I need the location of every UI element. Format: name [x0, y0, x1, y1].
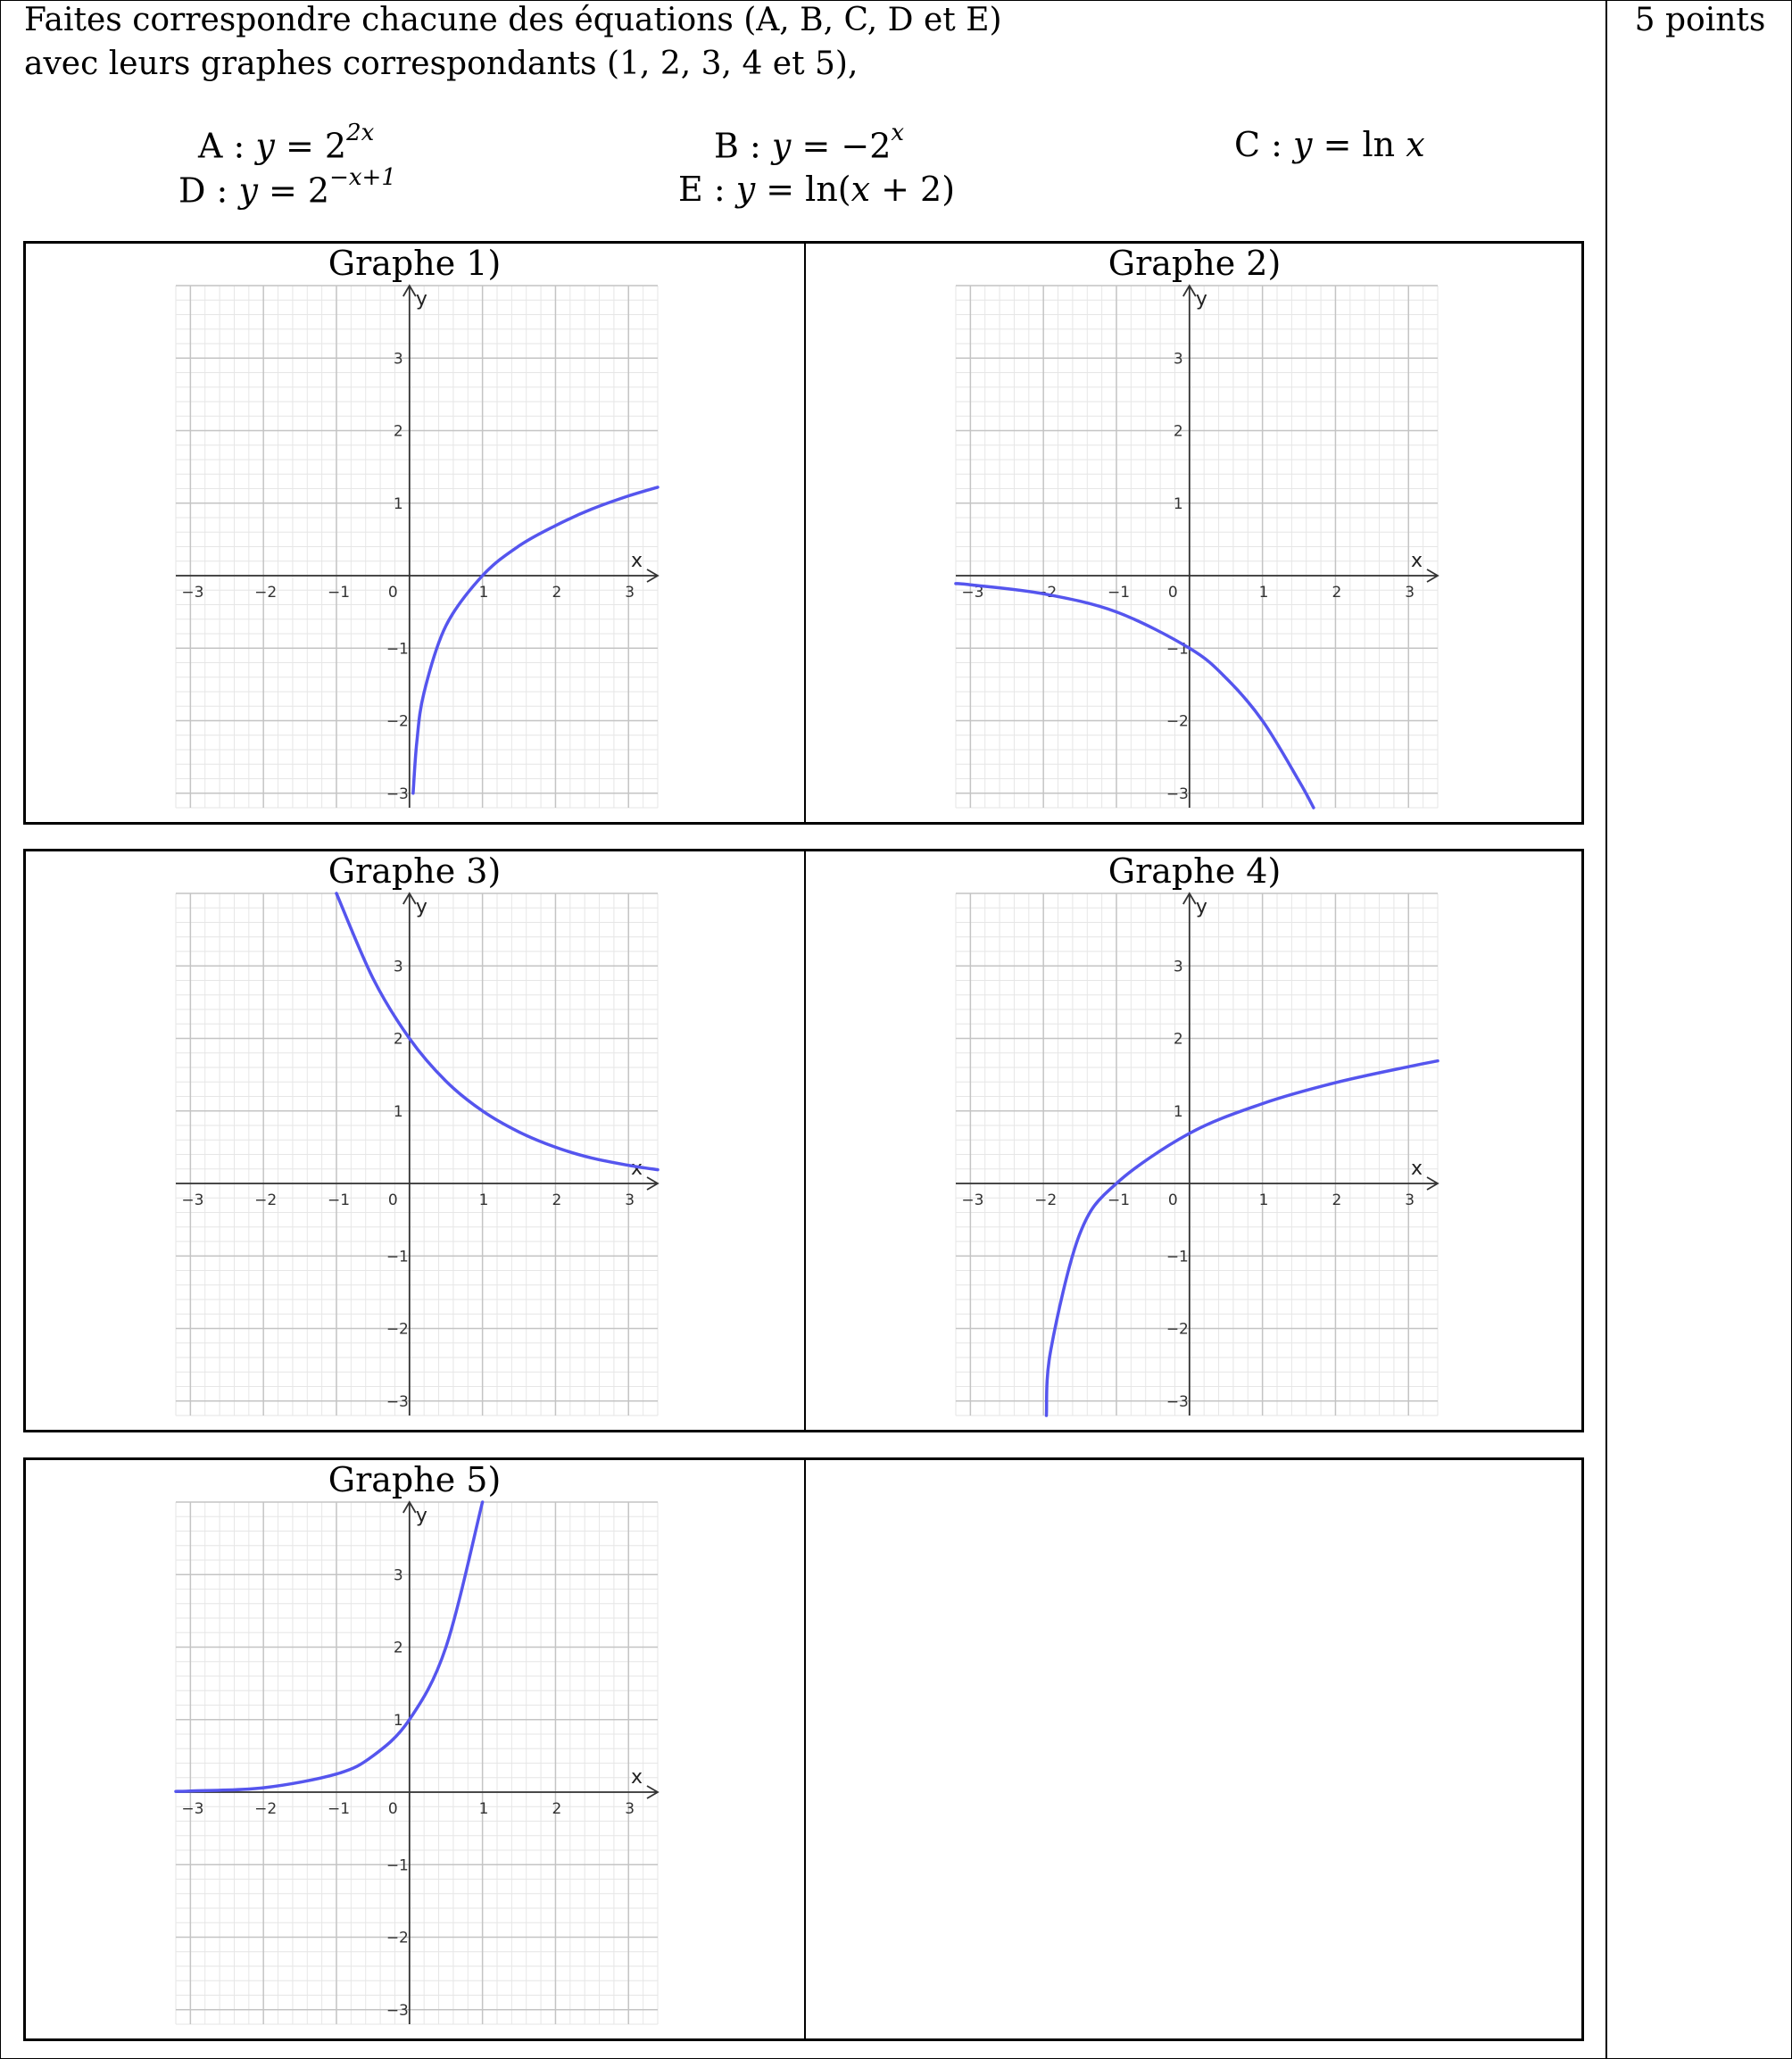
y-tick-label: −1 [386, 1856, 409, 1875]
y-tick-label: 1 [1173, 494, 1183, 513]
x-tick-label: 1 [478, 584, 489, 602]
y-axis-label: y [415, 288, 427, 311]
y-tick-label: 3 [1173, 958, 1183, 976]
instruction-line-1: Faites correspondre chacune des équations (A, B, C, D et E) [24, 2, 1002, 38]
y-tick-label: 2 [1173, 422, 1183, 441]
y-tick-label: 3 [1173, 350, 1183, 369]
equation-label: B : [714, 126, 772, 166]
x-tick-label: 1 [478, 1800, 489, 1818]
x-tick-label: 1 [1258, 584, 1269, 602]
equation-c [1234, 125, 1425, 164]
x-tick-label: 0 [387, 1800, 398, 1818]
graph-cell-1 [26, 244, 803, 822]
y-tick-label: 2 [393, 422, 403, 441]
y-tick-label: −2 [1166, 1320, 1189, 1339]
function-curve [413, 487, 658, 793]
y-tick-label: −2 [386, 1929, 409, 1947]
x-tick-label: 3 [1405, 584, 1415, 602]
equation-a [198, 120, 375, 166]
equation-arg: x [1406, 125, 1425, 164]
x-tick-label: −3 [181, 584, 204, 602]
equation-var: y [255, 126, 275, 166]
equation-rhs: = ln [1312, 125, 1406, 164]
y-tick-label: −3 [386, 2001, 409, 2020]
equation-e [678, 170, 955, 209]
graph-cell-4 [806, 851, 1583, 1430]
equation-exponent: x [891, 120, 905, 146]
y-tick-label: −2 [386, 1320, 409, 1339]
y-tick-label: −3 [386, 785, 409, 803]
x-tick-label: 1 [478, 1191, 489, 1209]
y-axis-label: y [415, 1505, 427, 1527]
graph-cell-3 [26, 851, 803, 1430]
x-tick-label: 0 [387, 584, 398, 602]
equation-label: D : [178, 170, 239, 211]
y-axis-label: y [1195, 896, 1207, 918]
x-axis-label: x [1411, 550, 1423, 572]
y-tick-label: 2 [393, 1639, 403, 1657]
x-tick-label: −3 [961, 584, 984, 602]
equation-var: y [238, 170, 258, 211]
y-tick-label: −2 [1166, 712, 1189, 731]
x-tick-label: −1 [328, 1800, 351, 1818]
x-tick-label: 3 [1405, 1191, 1415, 1209]
y-tick-label: −3 [1166, 1392, 1189, 1411]
y-tick-label: 3 [393, 350, 403, 369]
x-tick-label: 3 [625, 1800, 635, 1818]
equation-rhs: = 2 [257, 170, 330, 211]
y-tick-label: 1 [393, 494, 403, 513]
graph-row-3 [23, 1457, 1584, 2041]
y-tick-label: 3 [393, 1566, 403, 1585]
equation-b [714, 120, 905, 166]
x-tick-label: 2 [1332, 584, 1342, 602]
x-tick-label: 2 [552, 584, 562, 602]
y-axis-label: y [1195, 288, 1207, 311]
x-tick-label: 1 [1258, 1191, 1269, 1209]
x-tick-label: −2 [254, 584, 278, 602]
instruction-line-2: avec leurs graphes correspondants (1, 2, 3, 4 et 5), [24, 46, 859, 82]
graph-1-plot [176, 286, 658, 808]
x-tick-label: −2 [1034, 1191, 1058, 1209]
y-tick-label: 2 [1173, 1030, 1183, 1049]
graph-5-plot [176, 1502, 658, 2024]
points-label: 5 points [1634, 2, 1766, 38]
y-tick-label: −1 [1166, 1248, 1189, 1266]
equation-var: y [771, 126, 792, 166]
x-axis-label: x [631, 1158, 643, 1180]
y-tick-label: −1 [386, 640, 409, 659]
x-tick-label: 2 [552, 1191, 562, 1209]
x-axis-label: x [631, 1766, 643, 1789]
x-axis-label: x [631, 550, 643, 572]
y-tick-label: −3 [1166, 785, 1189, 803]
x-tick-label: −2 [1034, 584, 1058, 602]
x-tick-label: 0 [1167, 1191, 1178, 1209]
y-tick-label: 1 [1173, 1102, 1183, 1121]
graph-2-plot [956, 286, 1438, 808]
x-tick-label: −3 [181, 1800, 204, 1818]
equation-rhs: = ln( [755, 170, 851, 209]
equation-var: y [735, 170, 756, 209]
y-axis-label: y [415, 896, 427, 918]
graph-cell-5 [26, 1460, 803, 2038]
y-tick-label: −3 [386, 1392, 409, 1411]
x-tick-label: −2 [254, 1191, 278, 1209]
equation-d [178, 164, 396, 211]
graph-row-2 [23, 849, 1584, 1432]
equation-label: A : [198, 126, 256, 166]
x-tick-label: 2 [552, 1800, 562, 1818]
x-tick-label: −1 [328, 1191, 351, 1209]
y-tick-label: −1 [1166, 640, 1189, 659]
x-tick-label: −1 [328, 584, 351, 602]
x-tick-label: −2 [254, 1800, 278, 1818]
y-tick-label: −1 [386, 1248, 409, 1266]
y-tick-label: 2 [393, 1030, 403, 1049]
empty-cell [806, 1460, 1583, 2038]
x-tick-label: 0 [387, 1191, 398, 1209]
x-tick-label: −1 [1108, 584, 1131, 602]
equation-var: y [1293, 125, 1313, 164]
graph-title: Graphe 1) [328, 244, 502, 283]
graph-4-plot [956, 893, 1438, 1416]
x-tick-label: −3 [961, 1191, 984, 1209]
equation-label: C : [1234, 125, 1294, 164]
x-tick-label: 2 [1332, 1191, 1342, 1209]
equation-arg: x [850, 170, 871, 209]
graph-3-plot [176, 893, 658, 1416]
equation-rhs: = −2 [791, 126, 892, 166]
x-tick-label: −3 [181, 1191, 204, 1209]
y-tick-label: −2 [386, 712, 409, 731]
equation-exponent: 2x [346, 120, 375, 146]
x-tick-label: 3 [625, 584, 635, 602]
x-tick-label: 3 [625, 1191, 635, 1209]
equation-label: E : [678, 170, 736, 209]
graph-title: Graphe 5) [328, 1460, 502, 1499]
equation-tail: + 2) [870, 170, 956, 209]
graph-cell-2 [806, 244, 1583, 822]
equation-rhs: = 2 [274, 126, 347, 166]
graph-title: Graphe 3) [328, 851, 502, 891]
x-tick-label: −1 [1108, 1191, 1131, 1209]
equation-exponent: −x+1 [329, 164, 396, 191]
y-tick-label: 1 [393, 1711, 403, 1730]
y-tick-label: 3 [393, 958, 403, 976]
graph-title: Graphe 4) [1108, 851, 1282, 891]
x-axis-label: x [1411, 1158, 1423, 1180]
y-tick-label: 1 [393, 1102, 403, 1121]
graph-row-1 [23, 241, 1584, 825]
graph-title: Graphe 2) [1108, 244, 1282, 283]
points-column-divider [1605, 0, 1607, 2059]
x-tick-label: 0 [1167, 584, 1178, 602]
function-curve [956, 584, 1314, 808]
